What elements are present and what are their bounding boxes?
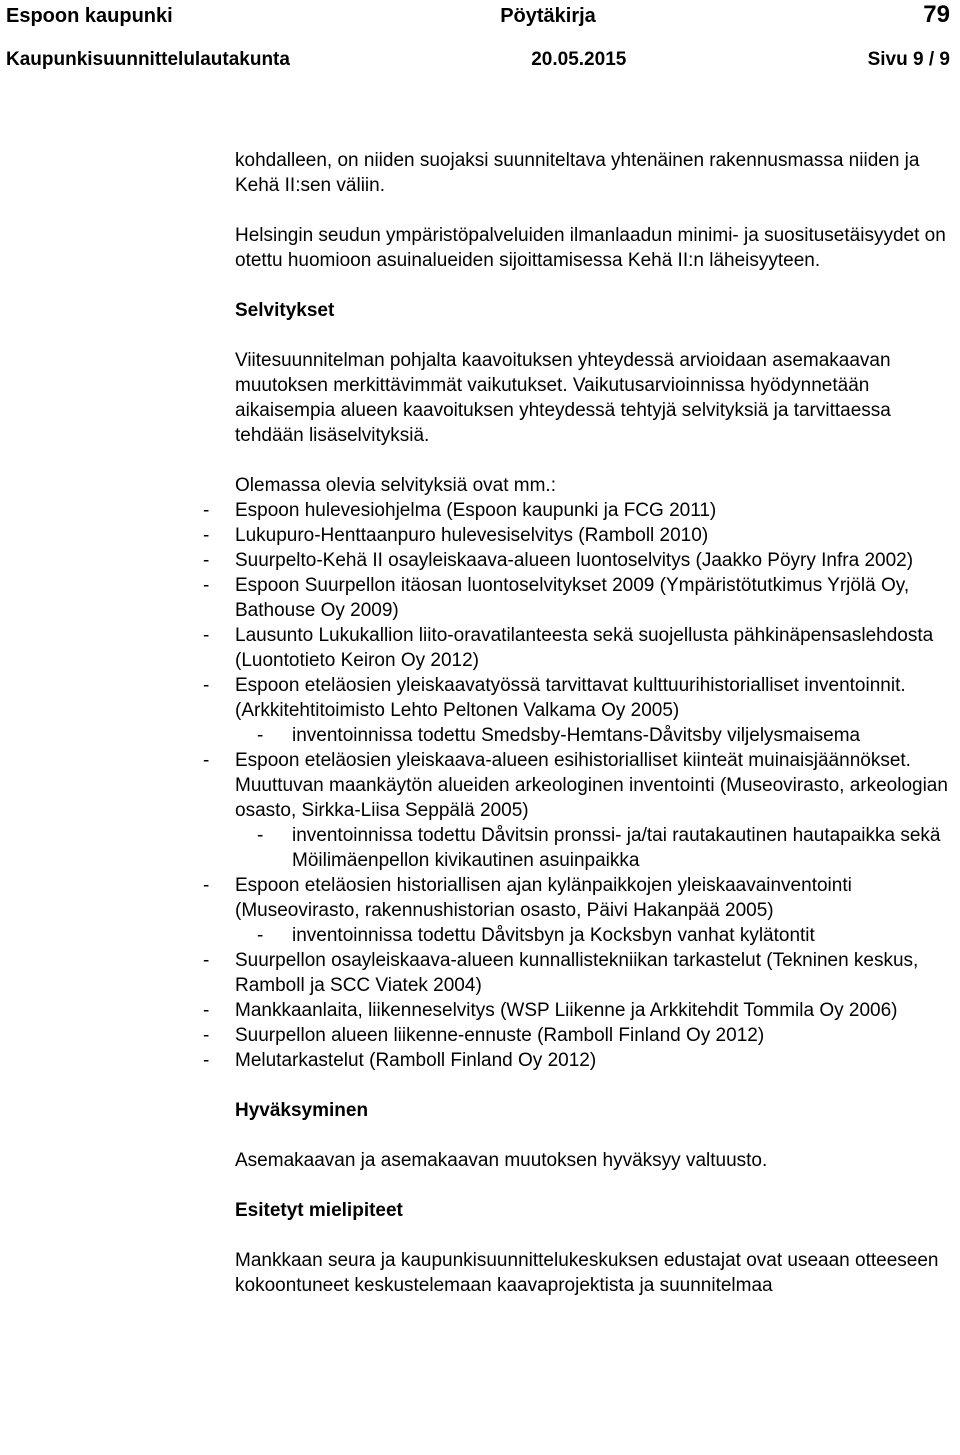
section-number: 79 — [923, 1, 950, 28]
sub-list-item — [203, 823, 953, 873]
list-item-text: Suurpellon osayleiskaava-alueen kunnallistekniikan tarkastelut (Tekninen keskus, Ramboll ja SCC Viatek 2004) — [235, 950, 919, 996]
section-heading-selvitykset: Selvitykset — [235, 300, 335, 321]
list-item-text: Lukupuro-Henttaanpuro hulevesiselvitys (Ramboll 2010) — [235, 525, 709, 546]
document-type: Pöytäkirja — [500, 5, 596, 27]
list-dash: - — [203, 675, 210, 696]
list-item — [203, 1048, 953, 1073]
list-intro: Olemassa olevia selvityksiä ovat mm.: — [235, 475, 556, 496]
section-heading-mielipiteet: Esitetyt mielipiteet — [235, 1200, 403, 1221]
list-dash: - — [203, 1000, 210, 1021]
list-item-text: inventoinnissa todettu Dåvitsbyn ja Kocksbyn vanhat kylätontit — [292, 925, 815, 946]
paragraph: kohdalleen, on niiden suojaksi suunniteltava yhtenäinen rakennusmassa niiden ja Kehä II:sen väliin. — [235, 150, 920, 196]
list-item — [203, 673, 953, 723]
list-dash: - — [203, 550, 210, 571]
paragraph: Mankkaan seura ja kaupunkisuunnittelukeskuksen edustajat ovat useaan otteeseen kokoontuneet keskustelemaan kaavaprojektista ja suunnitelmaa — [235, 1250, 939, 1296]
list-item-text: inventoinnissa todettu Smedsby-Hemtans-Dåvitsby viljelysmaisema — [292, 725, 861, 746]
list-item-text: Lausunto Lukukallion liito-oravatilanteesta sekä suojellusta pähkinäpensaslehdosta (Luontotieto Keiron Oy 2012) — [235, 625, 934, 671]
list-item — [203, 573, 953, 623]
list-item-text: Melutarkastelut (Ramboll Finland Oy 2012) — [235, 1050, 597, 1071]
list-dash: - — [257, 925, 264, 946]
sub-list-item — [203, 723, 953, 748]
list-item-text: Mankkaanlaita, liikenneselvitys (WSP Liikenne ja Arkkitehdit Tommila Oy 2006) — [235, 1000, 898, 1021]
sub-list-item — [203, 923, 953, 948]
report-list — [203, 498, 953, 1073]
list-item — [203, 498, 953, 523]
list-dash: - — [203, 875, 210, 896]
list-dash: - — [203, 1050, 210, 1071]
list-item-text: Suurpellon alueen liikenne-ennuste (Ramboll Finland Oy 2012) — [235, 1025, 765, 1046]
list-dash: - — [203, 575, 210, 596]
list-item-text: inventoinnissa todettu Dåvitsin pronssi- ja/tai rautakautinen hautapaikka sekä Möilimäenpellon kivikautinen asuinpaikka — [292, 825, 941, 871]
list-item — [203, 623, 953, 673]
section-heading-hyvaksyminen: Hyväksyminen — [235, 1100, 369, 1121]
header-row-bottom — [6, 49, 950, 71]
list-item — [203, 873, 953, 923]
list-item — [203, 1023, 953, 1048]
page-indicator: Sivu 9 / 9 — [867, 49, 950, 70]
list-item-text: Espoon eteläosien historiallisen ajan kylänpaikkojen yleiskaavainventointi (Museovirasto, rakennushistorian osasto, Päivi Hakanpää 2005) — [235, 875, 852, 921]
list-item — [203, 548, 953, 573]
list-item — [203, 748, 953, 823]
list-item — [203, 998, 953, 1023]
header-row-top — [6, 1, 950, 29]
list-dash: - — [203, 500, 210, 521]
list-item-text: Espoon hulevesiohjelma (Espoon kaupunki ja FCG 2011) — [235, 500, 717, 521]
paragraph: Viitesuunnitelman pohjalta kaavoituksen yhteydessä arvioidaan asemakaavan muutoksen merkittävimmät vaikutukset. Vaikutusarvioinnissa hyödynnetään aikaisempia alueen kaavoituksen yhteydessä tehtyjä selvityksiä ja tarvittaessa tehdään lisäselvityksiä. — [235, 350, 891, 446]
list-dash: - — [203, 625, 210, 646]
list-item-text: Espoon Suurpellon itäosan luontoselvitykset 2009 (Ympäristötutkimus Yrjölä Oy, Bathouse Oy 2009) — [235, 575, 910, 621]
list-dash: - — [257, 825, 264, 846]
list-dash: - — [203, 1025, 210, 1046]
committee-name: Kaupunkisuunnittelulautakunta — [6, 49, 290, 70]
list-dash: - — [203, 750, 210, 771]
list-item-text: Espoon eteläosien yleiskaava-alueen esihistorialliset kiinteät muinaisjäännökset. Muuttuvan maankäytön alueiden arkeologinen inventointi (Museovirasto, arkeologian osasto, Sirkka-Liisa Seppälä 2005) — [235, 750, 948, 821]
paragraph: Asemakaavan ja asemakaavan muutoksen hyväksyy valtuusto. — [235, 1150, 768, 1171]
list-item-text: Espoon eteläosien yleiskaavatyössä tarvittavat kulttuurihistorialliset inventoinnit. (Arkkitehtitoimisto Lehto Peltonen Valkama Oy 2005) — [235, 675, 906, 721]
meeting-date: 20.05.2015 — [531, 49, 627, 70]
organization-name: Espoon kaupunki — [6, 5, 173, 27]
list-item — [203, 948, 953, 998]
list-item — [203, 523, 953, 548]
list-dash: - — [257, 725, 264, 746]
list-dash: - — [203, 525, 210, 546]
document-body — [203, 148, 953, 1298]
list-dash: - — [203, 950, 210, 971]
list-item-text: Suurpelto-Kehä II osayleiskaava-alueen luontoselvitys (Jaakko Pöyry Infra 2002) — [235, 550, 914, 571]
paragraph: Helsingin seudun ympäristöpalveluiden ilmanlaadun minimi- ja suositusetäisyydet on otettu huomioon asuinalueiden sijoittamisessa Kehä II:n läheisyyteen. — [235, 225, 946, 271]
